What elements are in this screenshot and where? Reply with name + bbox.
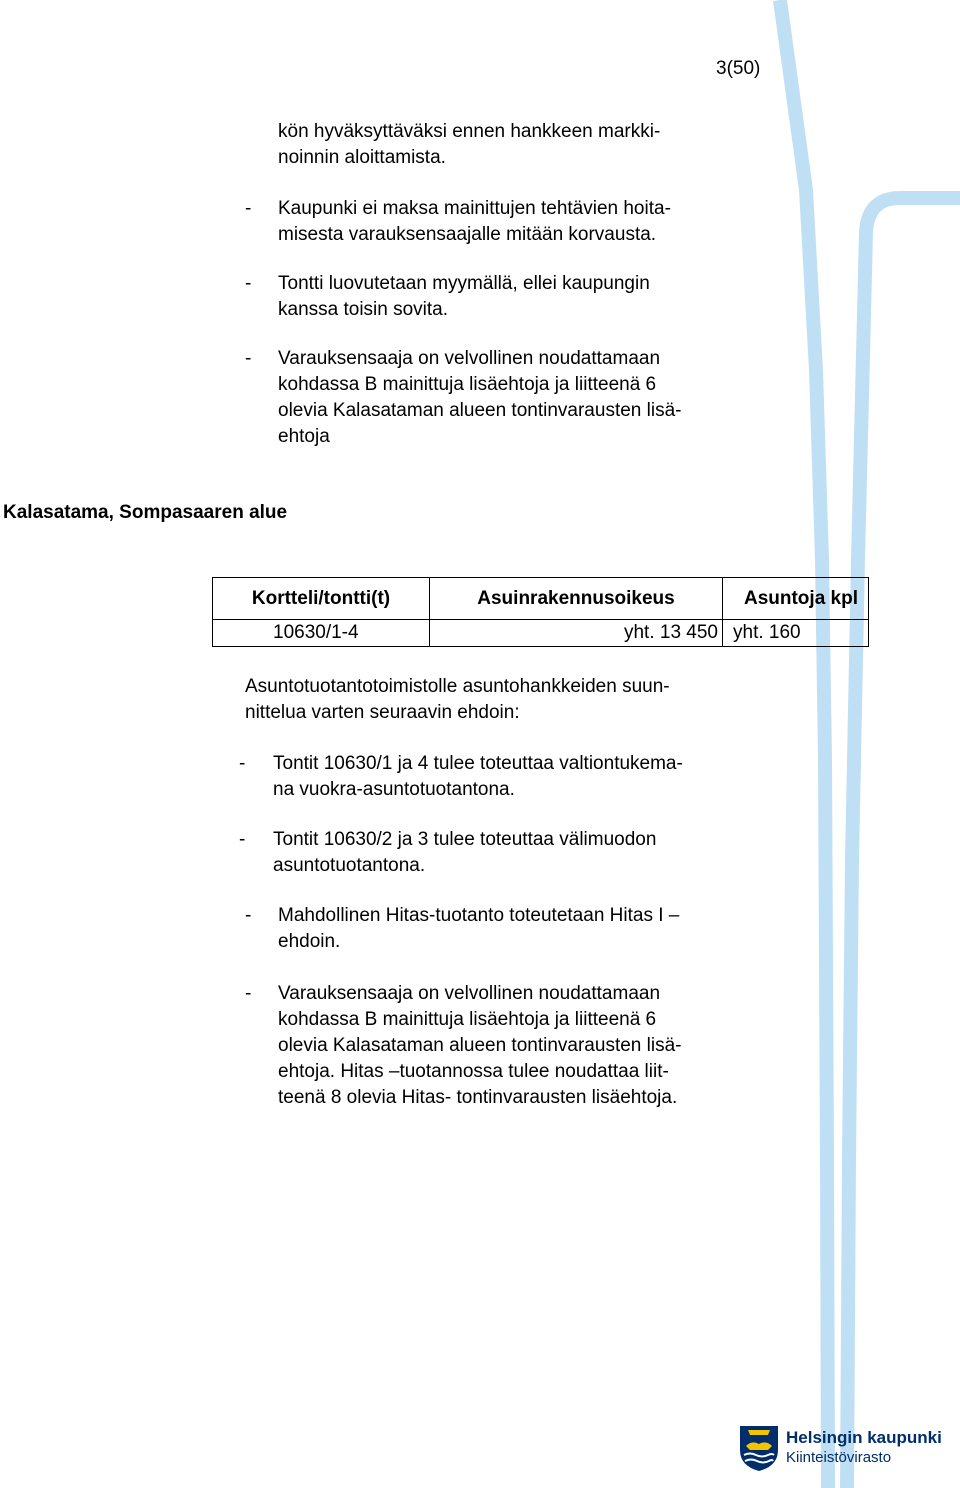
list-dash: -: [239, 753, 246, 774]
text-line: Mahdollinen Hitas-tuotanto toteutetaan Hitas I –: [278, 905, 680, 926]
text-line: kohdassa B mainittuja lisäehtoja ja liitteenä 6: [278, 1009, 657, 1030]
logo-city-name: Helsingin kaupunki: [786, 1428, 942, 1447]
text-line: kön hyväksyttäväksi ennen hankkeen markki-: [278, 121, 661, 142]
text-line: Tontti luovutetaan myymällä, ellei kaupungin: [278, 273, 650, 294]
text-line: teenä 8 olevia Hitas- tontinvarausten lisäehtoja.: [278, 1087, 678, 1108]
reservation-paragraph: [245, 674, 670, 726]
table-header-cell: Asuinrakennusoikeus: [430, 578, 723, 620]
text-line: olevia Kalasataman alueen tontinvarausten lisä-: [278, 400, 682, 421]
logo-unit-name: Kiinteistövirasto: [786, 1449, 892, 1466]
reservation-table: [212, 577, 869, 647]
list-dash: -: [245, 905, 252, 926]
text-line: kohdassa B mainittuja lisäehtoja ja liitteenä 6: [278, 374, 657, 395]
helsinki-crest-icon: [738, 1424, 780, 1472]
table-header-cell: Kortteli/tontti(t): [213, 578, 430, 620]
text-line: misesta varauksensaajalle mitään korvausta.: [278, 224, 657, 245]
text-line: ehtoja. Hitas –tuotannossa tulee noudattaa liit-: [278, 1061, 669, 1082]
text-line: Tontit 10630/2 ja 3 tulee toteuttaa välimuodon: [273, 829, 657, 850]
list-dash: -: [239, 829, 246, 850]
text-line: Varauksensaaja on velvollinen noudattamaan: [278, 348, 661, 369]
list-dash: -: [245, 348, 252, 369]
text-line: ehdoin.: [278, 931, 341, 952]
table-header-cell: Asuntoja kpl: [723, 578, 869, 620]
text-line: noinnin aloittamista.: [278, 147, 446, 168]
text-line: Kaupunki ei maksa mainittujen tehtävien hoita-: [278, 198, 671, 219]
text-line: Varauksensaaja on velvollinen noudattamaan: [278, 983, 661, 1004]
table-cell: yht. 160: [723, 620, 869, 647]
table-row: [213, 620, 869, 647]
text-line: olevia Kalasataman alueen tontinvarausten lisä-: [278, 1035, 682, 1056]
list-dash: -: [245, 983, 252, 1004]
text-line: ehtoja: [278, 426, 330, 447]
helsinki-logo: [738, 1424, 948, 1474]
table-cell: 10630/1-4: [213, 620, 430, 647]
table-header-row: [213, 578, 869, 620]
table-cell: yht. 13 450: [430, 620, 723, 647]
text-line: kanssa toisin sovita.: [278, 299, 449, 320]
section-heading: Kalasatama, Sompasaaren alue: [3, 502, 288, 523]
list-dash: -: [245, 273, 252, 294]
intro-paragraph: [278, 119, 660, 171]
text-line: Tontit 10630/1 ja 4 tulee toteuttaa valtiontukema-: [273, 753, 683, 774]
page-number: 3(50): [716, 58, 761, 79]
text-line: na vuokra-asuntotuotantona.: [273, 779, 515, 800]
text-line: asuntotuotantona.: [273, 855, 426, 876]
list-dash: -: [245, 198, 252, 219]
text-line: nittelua varten seuraavin ehdoin:: [245, 702, 520, 723]
text-line: Asuntotuotantotoimistolle asuntohankkeiden suun-: [245, 676, 670, 697]
